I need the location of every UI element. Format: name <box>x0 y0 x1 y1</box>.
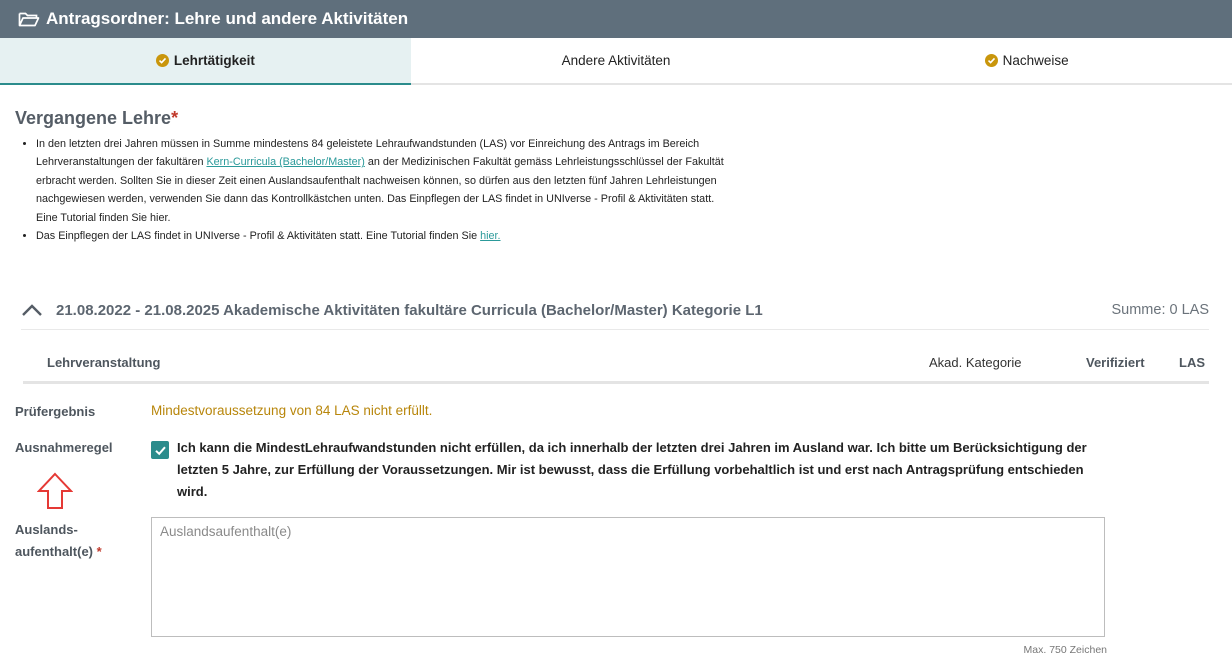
table-header <box>23 347 1209 384</box>
period-sum: Summe: 0 LAS <box>1111 302 1209 318</box>
page-title: Antragsordner: Lehre und andere Aktivitäten <box>46 9 409 28</box>
list-item: • Das Einpflegen der LAS findet in UNIverse - Profil & Aktivitäten statt. Eine Tutorial finden Sie hier. <box>36 227 726 245</box>
col-akad-kategorie[interactable]: Akad. Kategorie <box>929 355 1022 370</box>
folder-open-icon <box>18 11 40 27</box>
result-label: Prüfergebnis <box>15 404 96 419</box>
section-title: Vergangene Lehre* <box>15 108 179 128</box>
col-las[interactable]: LAS <box>1179 355 1205 370</box>
abroad-textarea[interactable] <box>151 517 1105 637</box>
tab-lehrtaetigkeit[interactable] <box>0 38 411 83</box>
tab-label: Nachweise <box>1002 53 1069 68</box>
tutorial-link[interactable]: hier. <box>480 230 501 243</box>
abroad-label: Auslands- aufenthalt(e) * <box>15 522 102 559</box>
exception-label: Ausnahmeregel <box>15 440 113 455</box>
checkmark-icon <box>154 444 167 457</box>
tab-andere-aktivitaeten[interactable] <box>411 38 822 83</box>
tab-bar <box>0 38 1232 85</box>
exception-text: Ich kann die MindestLehraufwandstunden nicht erfüllen, da ich innerhalb der letzten drei Jahren im Ausland war. Ich bitte um Berücksichtigung der letzten 5 Jahre, zur Erfüllung der Voraussetzungen. Mir ist bewusst, dass die Erfüllung vorbehaltlich ist und erst nach Antragsprüfung entschieden wird. <box>177 440 1087 499</box>
list-item: • In den letzten drei Jahren müssen in Summe mindestens 84 geleistete Lehraufwandstunden (LAS) vor Einreichung des Antrags im Bereich Lehrveranstaltungen der fakultären Kern-Curricula (Bachelor/Master) an der Medizinischen Fakultät gemäss Lehrleistungsschlüssel der Fakultät erbracht werden. Sollten Sie in dieser Zeit einen Auslandsaufenthalt nachweisen können, so dürfen aus den letzten fünf Jahren Lehrleistungen nachgewiesen werden, verwenden Sie dann das Kontrollkästchen unten. Das Einpflegen der LAS findet in UNIverse - Profil & Aktivitäten statt. Eine Tutorial finden Sie hier. <box>36 135 726 227</box>
tab-nachweise[interactable] <box>821 38 1232 83</box>
info-list <box>15 135 726 245</box>
col-verifiziert[interactable]: Verifiziert <box>1086 355 1145 370</box>
main-content <box>15 85 1209 656</box>
period-title: 21.08.2022 - 21.08.2025 Akademische Aktivitäten fakultäre Curricula (Bachelor/Master) Kategorie L1 <box>56 301 763 319</box>
tab-label: Andere Aktivitäten <box>561 53 671 68</box>
check-circle-icon <box>156 54 169 67</box>
result-value: Mindestvoraussetzung von 84 LAS nicht erfüllt. <box>151 403 433 418</box>
required-mark: * <box>171 108 179 128</box>
period-accordion-header[interactable] <box>21 291 1209 330</box>
required-mark: * <box>96 544 102 559</box>
check-circle-icon <box>985 54 998 67</box>
exception-checkbox[interactable] <box>151 441 169 459</box>
chevron-up-icon[interactable] <box>21 303 43 317</box>
arrow-up-icon <box>37 472 73 510</box>
col-lehrveranstaltung[interactable]: Lehrveranstaltung <box>47 355 161 370</box>
tab-label: Lehrtätigkeit <box>173 53 255 68</box>
window-title-bar <box>0 0 1232 38</box>
max-chars-hint: Max. 750 Zeichen <box>1023 644 1107 656</box>
kern-curricula-link[interactable]: Kern-Curricula (Bachelor/Master) <box>206 156 365 169</box>
